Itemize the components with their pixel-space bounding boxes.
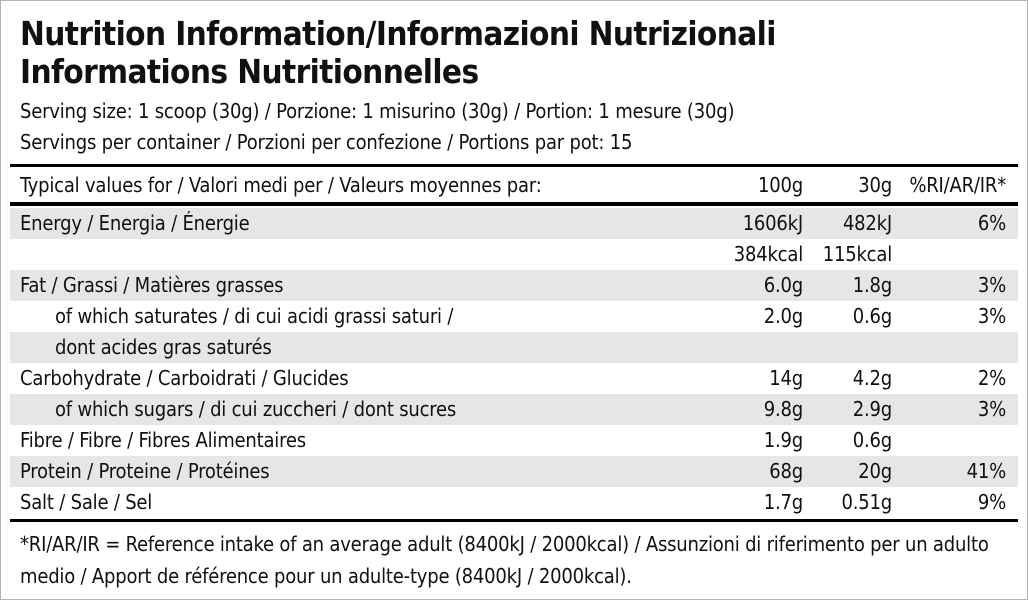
footnote-line-2: medio / Apport de référence pour un adulte-type (8400kJ / 2000kcal). — [20, 564, 632, 588]
table-row — [10, 487, 1018, 518]
value-30g: 115kcal — [822, 242, 892, 266]
table-row — [10, 363, 1018, 394]
table-row — [10, 332, 1018, 363]
value-ri: 2% — [977, 366, 1006, 390]
title-line-1: Nutrition Information/Informazioni Nutrizionali — [20, 14, 776, 53]
header-col-ri: %RI/AR/IR* — [909, 173, 1006, 197]
value-ri: 3% — [977, 273, 1006, 297]
value-30g: 0.6g — [852, 428, 892, 452]
title-line-2: Informations Nutritionnelles — [20, 52, 479, 91]
reference-intake-footnote — [20, 528, 1010, 592]
nutrient-name: Carbohydrate / Carboidrati / Glucides — [20, 366, 349, 390]
bottom-rule — [10, 519, 1018, 522]
nutrient-name: Fibre / Fibre / Fibres Alimentaires — [20, 428, 306, 452]
table-row — [10, 208, 1018, 239]
value-30g: 1.8g — [852, 273, 892, 297]
top-rule — [10, 164, 1018, 167]
value-30g: 0.6g — [852, 304, 892, 328]
nutrient-name: Salt / Sale / Sel — [20, 490, 153, 514]
nutrient-name: Protein / Proteine / Protéines — [20, 459, 270, 483]
value-ri: 3% — [977, 304, 1006, 328]
header-label: Typical values for / Valori medi per / Valeurs moyennes par: — [20, 173, 542, 197]
table-row — [10, 239, 1018, 270]
value-100g: 2.0g — [763, 304, 803, 328]
value-100g: 6.0g — [763, 273, 803, 297]
nutrient-name: Energy / Energia / Énergie — [20, 211, 250, 235]
nutrient-name: dont acides gras saturés — [55, 335, 272, 359]
header-col-30g: 30g — [858, 173, 892, 197]
value-100g: 14g — [769, 366, 803, 390]
value-ri: 9% — [977, 490, 1006, 514]
value-ri: 6% — [977, 211, 1006, 235]
nutrient-name: of which sugars / di cui zuccheri / dont sucres — [55, 397, 457, 421]
table-header-row — [10, 169, 1018, 201]
serving-size: Serving size: 1 scoop (30g) / Porzione: 1 misurino (30g) / Portion: 1 mesure (30g) — [20, 99, 735, 123]
value-30g: 0.51g — [841, 490, 892, 514]
table-row — [10, 456, 1018, 487]
value-30g: 20g — [858, 459, 892, 483]
value-100g: 68g — [769, 459, 803, 483]
table-row — [10, 270, 1018, 301]
value-100g: 1606kJ — [742, 211, 803, 235]
header-rule — [10, 202, 1018, 206]
value-30g: 4.2g — [852, 366, 892, 390]
table-row — [10, 425, 1018, 456]
value-30g: 482kJ — [842, 211, 892, 235]
value-30g: 2.9g — [852, 397, 892, 421]
footnote-line-1: *RI/AR/IR = Reference intake of an average adult (8400kJ / 2000kcal) / Assunzioni di riferimento per un adulto — [20, 532, 989, 556]
value-100g: 1.9g — [763, 428, 803, 452]
table-row — [10, 394, 1018, 425]
servings-per-container: Servings per container / Porzioni per confezione / Portions par pot: 15 — [20, 130, 633, 154]
value-100g: 1.7g — [763, 490, 803, 514]
header-col-100g: 100g — [758, 173, 803, 197]
value-ri: 3% — [977, 397, 1006, 421]
value-100g: 9.8g — [763, 397, 803, 421]
label-title — [20, 15, 776, 91]
nutrient-name: of which saturates / di cui acidi grassi saturi / — [55, 304, 454, 328]
value-ri: 41% — [966, 459, 1006, 483]
table-row — [10, 301, 1018, 332]
nutrient-name: Fat / Grassi / Matières grasses — [20, 273, 284, 297]
value-100g: 384kcal — [733, 242, 803, 266]
